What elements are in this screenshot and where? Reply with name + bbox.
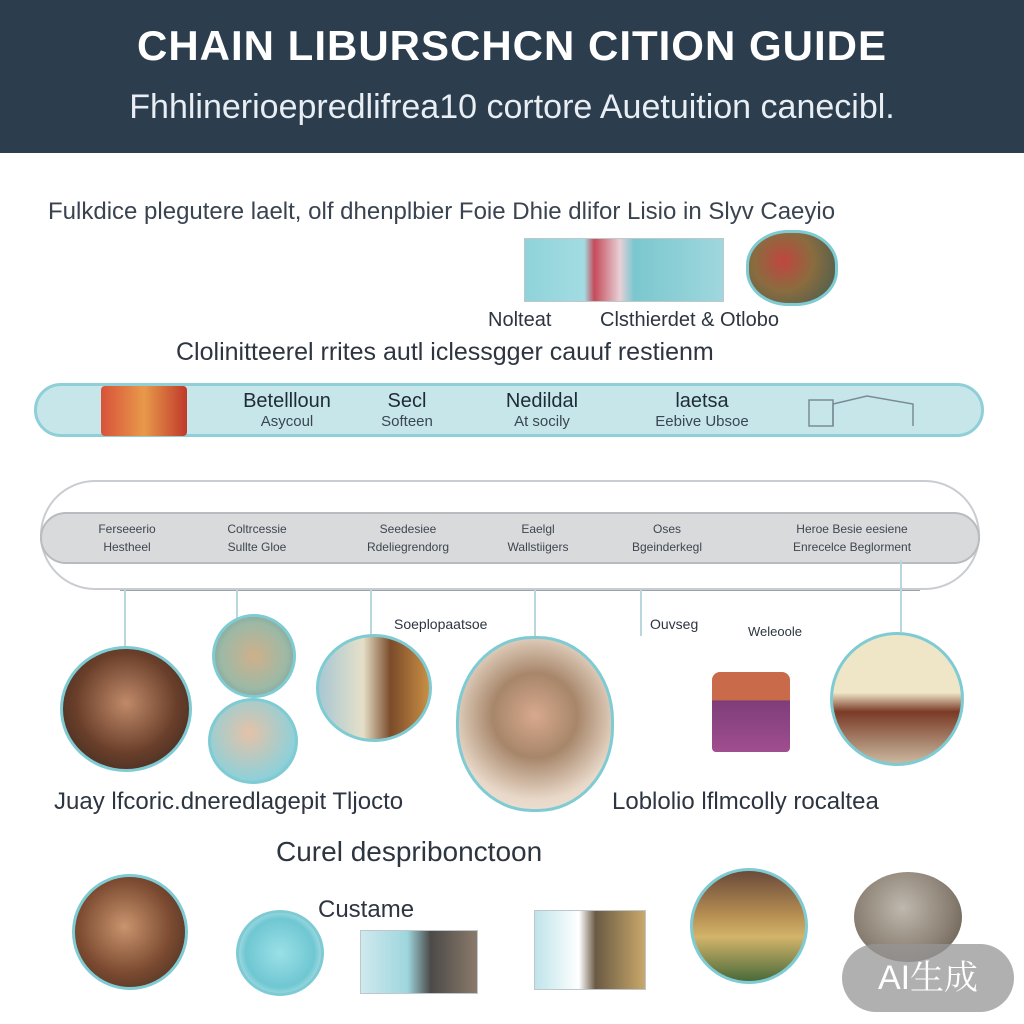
row-label-right: Loblolio lflmcolly rocaltea <box>612 788 879 815</box>
small-label: Weleoole <box>748 624 802 639</box>
band-item-subtitle: Eebive Ubsoe <box>655 413 749 430</box>
bottom-label: Custame <box>318 896 415 923</box>
bag-photo <box>236 910 324 996</box>
process-item-line1: Oses <box>652 522 681 536</box>
process-item-line1: Eaelgl <box>521 522 555 536</box>
process-item-line2: Hestheel <box>103 540 151 554</box>
header-banner <box>0 0 1024 153</box>
process-item <box>202 520 312 556</box>
band-item <box>637 390 767 430</box>
store-interior-photo <box>830 632 964 766</box>
process-item-line2: Bgeinderkegl <box>631 540 703 554</box>
process-item-line2: Sullte Gloe <box>227 540 287 554</box>
row-label-left: Juay lfcoric.dneredlagepit Tljocto <box>54 788 404 815</box>
shelf-photo <box>360 930 478 994</box>
connector-line <box>236 590 238 620</box>
fridge-photo <box>534 910 646 990</box>
section-heading: Clolinitteerel rrites autl iclessgger cauuf restienm <box>176 338 714 366</box>
band-item-title: Betellloun <box>243 390 331 412</box>
house-icon <box>807 392 917 428</box>
bottom-heading: Curel despribonctoon <box>276 836 543 867</box>
label-left: Nolteat <box>488 309 552 331</box>
store-collage-image <box>746 230 838 306</box>
process-item-line2: Wallstiigers <box>507 540 569 554</box>
intro-text: Fulkdice plegutere laelt, olf dhenplbier Foie Dhie dlifor Lisio in Slyv Caeyio <box>48 198 836 225</box>
process-item-line2: Enrecelce Beglorment <box>792 540 912 554</box>
products-photo <box>316 634 432 742</box>
page-subtitle: Fhhlinerioepredlifrea10 cortore Auetuition canecibl. <box>129 88 895 126</box>
process-item-line1: Heroe Besie eesiene <box>796 522 908 536</box>
shelf-image <box>524 238 724 302</box>
process-band <box>40 512 980 564</box>
family-photo <box>60 646 192 772</box>
band-item <box>357 390 457 430</box>
process-item <box>338 520 478 556</box>
band-item-title: laetsa <box>675 390 729 412</box>
process-item <box>72 520 182 556</box>
store-owner-photo <box>456 636 614 812</box>
child-photo <box>72 874 188 990</box>
process-item-line2: Rdeliegrendorg <box>366 540 450 554</box>
process-item-line1: Seedesiee <box>379 522 437 536</box>
band-item-subtitle: At socily <box>514 413 570 430</box>
connector-line <box>640 590 642 636</box>
store-front-icon <box>101 386 187 436</box>
process-item <box>602 520 732 556</box>
ai-generated-badge: AI生成 <box>842 944 1014 1012</box>
customer-photo <box>208 698 298 784</box>
page-title: CHAIN LIBURSCHCN CITION GUIDE <box>137 22 887 69</box>
small-label: Soeplopaatsoe <box>394 616 488 632</box>
connector-line <box>120 590 920 591</box>
band-item <box>237 390 337 430</box>
connector-line <box>534 590 536 636</box>
process-item-line1: Ferseeerio <box>98 522 156 536</box>
connector-line <box>124 590 126 650</box>
label-right: Clsthierdet & Otlobo <box>600 309 779 331</box>
band-item-title: Secl <box>387 390 427 412</box>
shopping-photo <box>212 614 296 698</box>
process-item <box>488 520 588 556</box>
small-label: Ouvseg <box>650 616 699 632</box>
connector-line <box>900 560 902 632</box>
band-item <box>487 390 597 430</box>
cashier-figure <box>712 672 790 752</box>
grocery-aisle-photo <box>690 868 808 984</box>
category-band <box>34 383 984 437</box>
connector-line <box>370 590 372 636</box>
process-item-line1: Coltrcessie <box>227 522 287 536</box>
band-item-subtitle: Asycoul <box>260 413 314 430</box>
band-item-subtitle: Softeen <box>381 413 433 430</box>
process-item <box>752 520 952 556</box>
band-item-title: Nedildal <box>505 390 579 412</box>
